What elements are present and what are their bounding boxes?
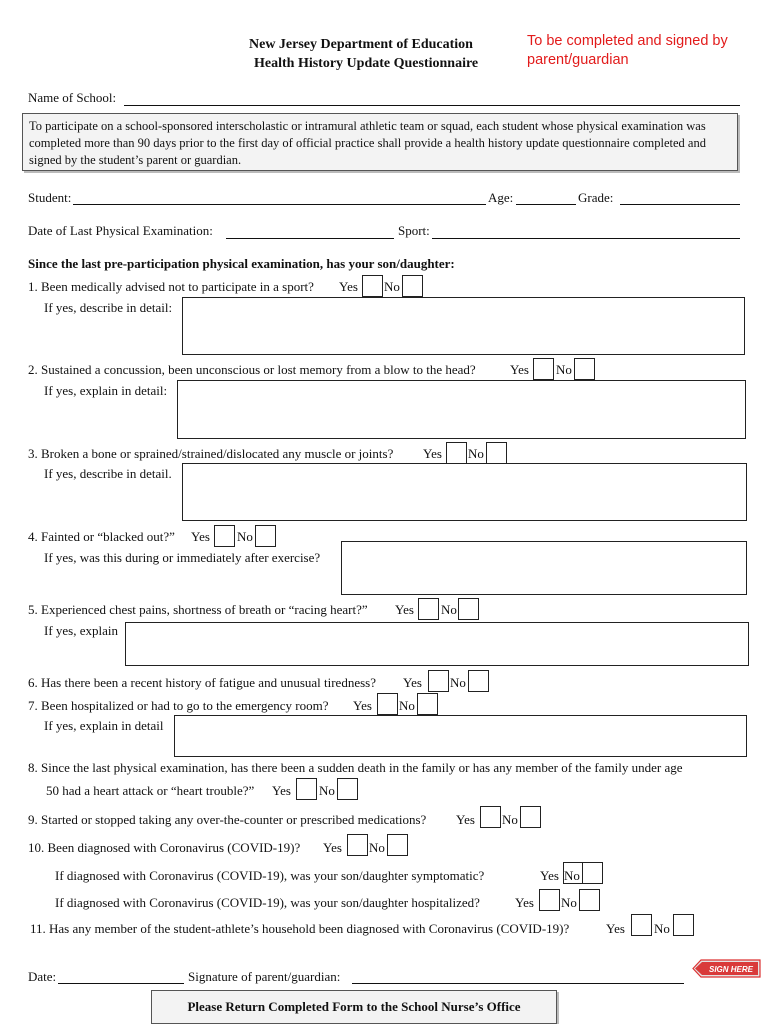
sign-here-tag[interactable] [692, 958, 762, 979]
q6-yes-label: Yes [403, 675, 422, 690]
section-heading: Since the last pre-participation physical examination, has your son/daughter: [28, 256, 455, 271]
q4-no-label: No [237, 529, 253, 544]
question-8-line2: 50 had a heart attack or “heart trouble?” [46, 783, 255, 798]
question-8-line1: 8. Since the last physical examination, has there been a sudden death in the family or has any member of the family under age [28, 760, 683, 775]
completion-note-line1: To be completed and signed by [527, 33, 728, 49]
q3-yes-label: Yes [423, 446, 442, 461]
age-input[interactable] [516, 204, 576, 205]
q1-yes-label: Yes [339, 279, 358, 294]
q1-no-checkbox[interactable] [402, 275, 423, 297]
q6-no-label: No [450, 675, 466, 690]
q2-detail-textbox[interactable] [177, 380, 746, 439]
signature-label: Signature of parent/guardian: [188, 969, 341, 984]
question-6: 6. Has there been a recent history of fatigue and unusual tiredness? [28, 675, 376, 690]
q4-yes-label: Yes [191, 529, 210, 544]
return-note: Please Return Completed Form to the School Nurse’s Office [151, 990, 557, 1024]
last-physical-label: Date of Last Physical Examination: [28, 223, 213, 238]
q4-detail-textbox[interactable] [341, 541, 747, 595]
intro-notice: To participate on a school-sponsored interscholastic or intramural athletic team or squad, each student whose physical examination was completed more than 90 days prior to the first day of official practice shall provide a health history update questionnaire completed and signed by the student’s parent or guardian. [22, 113, 738, 171]
q3-detail-label: If yes, describe in detail. [44, 466, 172, 481]
question-5: 5. Experienced chest pains, shortness of breath or “racing heart?” [28, 602, 368, 617]
q11-no-label: No [654, 921, 670, 936]
q9-yes-label: Yes [456, 812, 475, 827]
date-input[interactable] [58, 983, 184, 984]
signature-input[interactable] [352, 983, 684, 984]
q5-no-checkbox[interactable] [458, 598, 479, 620]
q7-yes-label: Yes [353, 698, 372, 713]
student-label: Student: [28, 190, 72, 205]
q10-no-label: No [369, 840, 385, 855]
sign-here-text: SIGN HERE [708, 965, 754, 974]
form-title: New Jersey Department of Education [249, 37, 473, 52]
q10a-no-checkbox[interactable] [582, 862, 603, 884]
q2-detail-label: If yes, explain in detail: [44, 383, 168, 398]
q7-no-label: No [399, 698, 415, 713]
last-physical-input[interactable] [226, 238, 394, 239]
q5-no-label: No [441, 602, 457, 617]
q9-no-label: No [502, 812, 518, 827]
q11-no-checkbox[interactable] [673, 914, 694, 936]
sport-input[interactable] [432, 238, 740, 239]
q10b-yes-checkbox[interactable] [539, 889, 560, 911]
age-label: Age: [488, 190, 514, 205]
q1-detail-textbox[interactable] [182, 297, 745, 355]
question-1: 1. Been medically advised not to participate in a sport? [28, 279, 314, 294]
q8-no-checkbox[interactable] [337, 778, 358, 800]
sport-label: Sport: [398, 223, 430, 238]
q1-yes-checkbox[interactable] [362, 275, 383, 297]
q2-no-label: No [556, 362, 572, 377]
q1-no-label: No [384, 279, 400, 294]
q3-no-checkbox[interactable] [486, 442, 507, 464]
q2-yes-checkbox[interactable] [533, 358, 554, 380]
sign-here-arrow-icon [692, 958, 762, 979]
q7-yes-checkbox[interactable] [377, 693, 398, 715]
question-10: 10. Been diagnosed with Coronavirus (COVID-19)? [28, 840, 301, 855]
question-7: 7. Been hospitalized or had to go to the emergency room? [28, 698, 329, 713]
q7-detail-label: If yes, explain in detail [44, 718, 164, 733]
q7-no-checkbox[interactable] [417, 693, 438, 715]
question-9: 9. Started or stopped taking any over-the-counter or prescribed medications? [28, 812, 427, 827]
q10a-no-label: No [564, 868, 580, 883]
q5-detail-label: If yes, explain [44, 623, 119, 638]
q10a-yes-label: Yes [540, 868, 559, 883]
q1-detail-label: If yes, describe in detail: [44, 300, 173, 315]
q5-yes-label: Yes [395, 602, 414, 617]
question-10a: If diagnosed with Coronavirus (COVID-19), was your son/daughter symptomatic? [55, 868, 485, 883]
school-label: Name of School: [28, 90, 117, 105]
question-2: 2. Sustained a concussion, been unconscious or lost memory from a blow to the head? [28, 362, 476, 377]
q4-yes-checkbox[interactable] [214, 525, 235, 547]
q6-yes-checkbox[interactable] [428, 670, 449, 692]
student-input[interactable] [73, 204, 486, 205]
q10b-no-checkbox[interactable] [579, 889, 600, 911]
form-subtitle: Health History Update Questionnaire [254, 56, 479, 71]
question-10b: If diagnosed with Coronavirus (COVID-19), was your son/daughter hospitalized? [55, 895, 480, 910]
question-4: 4. Fainted or “blacked out?” [28, 529, 175, 544]
q4-detail-label: If yes, was this during or immediately after exercise? [44, 550, 321, 565]
q7-detail-textbox[interactable] [174, 715, 747, 757]
q8-yes-checkbox[interactable] [296, 778, 317, 800]
school-input[interactable] [124, 105, 740, 106]
q11-yes-checkbox[interactable] [631, 914, 652, 936]
q5-detail-textbox[interactable] [125, 622, 749, 666]
q11-yes-label: Yes [606, 921, 625, 936]
q2-yes-label: Yes [510, 362, 529, 377]
q10b-yes-label: Yes [515, 895, 534, 910]
completion-note-line2: parent/guardian [527, 52, 629, 68]
q3-detail-textbox[interactable] [182, 463, 747, 521]
q8-no-label: No [319, 783, 335, 798]
q10-yes-label: Yes [323, 840, 342, 855]
q6-no-checkbox[interactable] [468, 670, 489, 692]
grade-label: Grade: [578, 190, 614, 205]
q10-yes-checkbox[interactable] [347, 834, 368, 856]
q10b-no-label: No [561, 895, 577, 910]
q8-yes-label: Yes [272, 783, 291, 798]
q9-no-checkbox[interactable] [520, 806, 541, 828]
q5-yes-checkbox[interactable] [418, 598, 439, 620]
q2-no-checkbox[interactable] [574, 358, 595, 380]
q3-no-label: No [468, 446, 484, 461]
q10-no-checkbox[interactable] [387, 834, 408, 856]
grade-input[interactable] [620, 204, 740, 205]
q9-yes-checkbox[interactable] [480, 806, 501, 828]
question-11: 11. Has any member of the student-athlete’s household been diagnosed with Coronavirus (COVID-19)? [30, 921, 570, 936]
question-3: 3. Broken a bone or sprained/strained/dislocated any muscle or joints? [28, 446, 394, 461]
q4-no-checkbox[interactable] [255, 525, 276, 547]
date-label: Date: [28, 969, 57, 984]
q3-yes-checkbox[interactable] [446, 442, 467, 464]
